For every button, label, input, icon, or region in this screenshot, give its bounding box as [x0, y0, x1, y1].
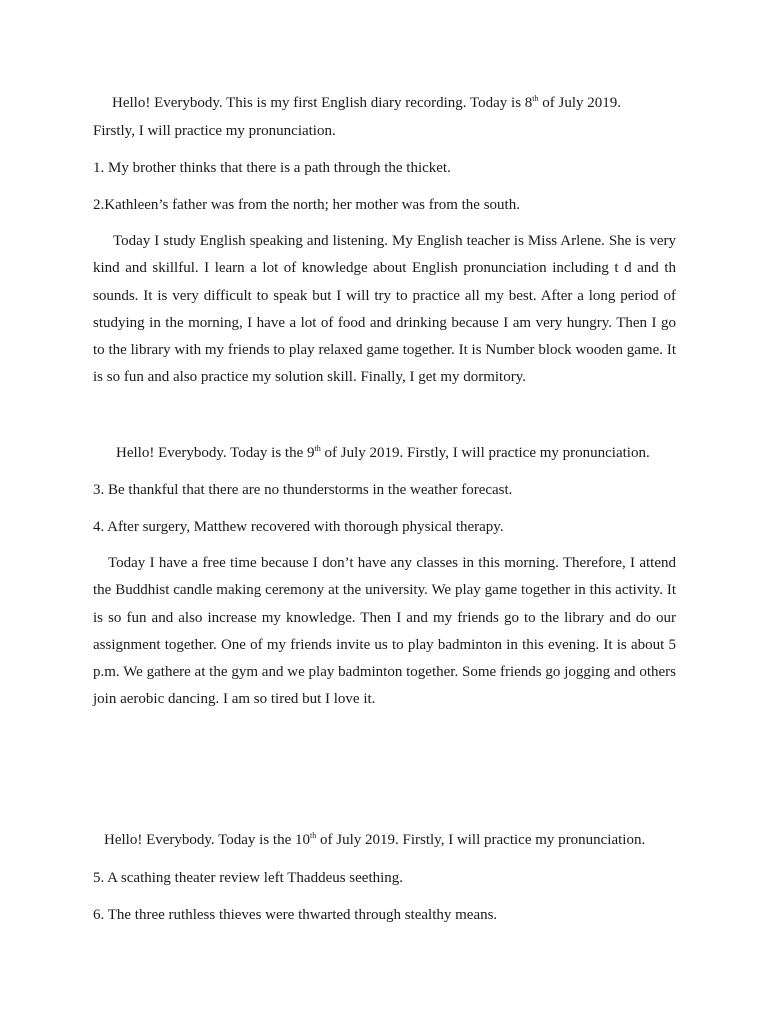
- entry2-intro-superscript: th: [314, 444, 321, 453]
- entry2-intro-text: Hello! Everybody. Today is the 9: [116, 445, 315, 461]
- entry1-intro-line2: Firstly, I will practice my pronunciation.: [93, 123, 336, 139]
- entry3-sentence-6: 6. The three ruthless thieves were thwarted through stealthy means.: [93, 907, 498, 923]
- entry3-intro-tail: of July 2019. Firstly, I will practice my pronunciation.: [316, 832, 646, 848]
- entry3-intro: [104, 831, 645, 849]
- entry1-intro-tail: of July 2019.: [538, 95, 622, 111]
- entry1-sentence-2: 2.Kathleen’s father was from the north; her mother was from the south.: [93, 197, 520, 213]
- entry2-intro: [116, 444, 650, 462]
- entry2-intro-tail: of July 2019. Firstly, I will practice my pronunciation.: [320, 445, 650, 461]
- entry2-sentence-4: 4. After surgery, Matthew recovered with thorough physical therapy.: [93, 519, 504, 535]
- entry2-sentence-3: 3. Be thankful that there are no thunderstorms in the weather forecast.: [93, 482, 513, 498]
- entry3-intro-text: Hello! Everybody. Today is the 10: [104, 832, 310, 848]
- entry1-intro-superscript: th: [532, 94, 539, 103]
- entry3-intro-superscript: th: [310, 831, 317, 840]
- entry1-sentence-1: 1. My brother thinks that there is a path through the thicket.: [93, 160, 451, 176]
- entry3-sentence-5: 5. A scathing theater review left Thaddeus seething.: [93, 870, 404, 886]
- entry1-intro-text: Hello! Everybody. This is my first English diary recording. Today is 8: [112, 95, 533, 111]
- entry1-body-paragraph: Today I study English speaking and listening. My English teacher is Miss Arlene. She is very kind and skillful. I learn a lot of knowledge about English pronunciation including t d and th sounds. It is very difficult to speak but I will try to practice all my best. After a long period of studying in the morning, I have a lot of food and drinking because I am very hungry. Then I go to the library with my friends to play relaxed game together. It is Number block wooden game. It is so fun and also practice my solution skill. Finally, I get my dormitory.: [93, 233, 676, 386]
- entry2-body-paragraph: Today I have a free time because I don’t have any classes in this morning. Therefore, I attend the Buddhist candle making ceremony at the university. We play game together in this activity. It is so fun and also increase my knowledge. Then I and my friends go to the library and do our assignment together. One of my friends invite us to play badminton in this evening. It is about 5 p.m. We gathere at the gym and we play badminton together. Some friends go jogging and others join aerobic dancing. I am so tired but I love it.: [93, 555, 676, 708]
- entry1-intro: [112, 94, 621, 112]
